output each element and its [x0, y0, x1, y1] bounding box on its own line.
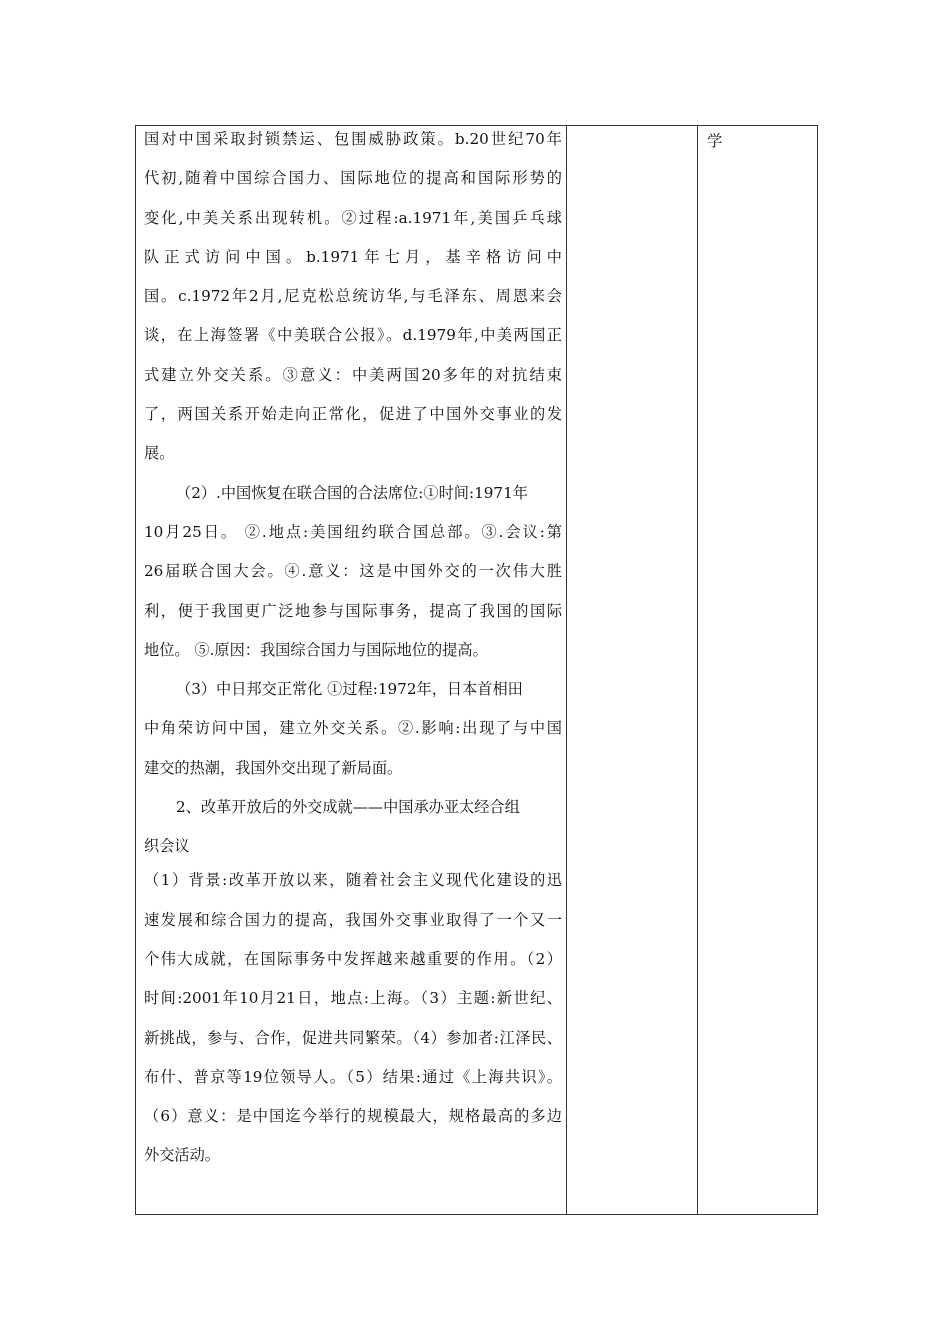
text-line: 中角荣访问中国，建立外交关系。②.影响:出现了与中国 [144, 719, 562, 738]
text-line: 2、改革开放后的外交成就——中国承办亚太经合组 [176, 798, 520, 817]
column-divider [566, 126, 567, 1214]
text-line: 外交活动。 [144, 1146, 220, 1165]
column-divider [697, 126, 698, 1214]
text-line: 新挑战，参与、合作，促进共同繁荣。（4）参加者:江泽民、 [144, 1028, 562, 1047]
text-line: （2）.中国恢复在联合国的合法席位:①时间:1971年 [176, 483, 528, 502]
text-line: 地位。 ⑤.原因：我国综合国力与国际地位的提高。 [144, 640, 488, 659]
text-line: （3）中日邦交正常化 ①过程:1972年，日本首相田 [176, 680, 523, 699]
main-text-cell [144, 126, 562, 1182]
text-line: 了，两国关系开始走向正常化，促进了中国外交事业的发 [144, 405, 562, 424]
text-line: 代初,随着中国综合国力、国际地位的提高和国际形势的 [144, 169, 562, 188]
text-line: 织会议 [144, 837, 190, 856]
text-line: 式建立外交关系。③意义：中美两国20多年的对抗结束 [144, 365, 562, 384]
text-line: 利，便于我国更广泛地参与国际事务，提高了我国的国际 [144, 601, 562, 620]
text-line: 建交的热潮，我国外交出现了新局面。 [144, 758, 403, 777]
text-line: 10月25日。 ②.地点:美国纽约联合国总部。③.会议:第 [144, 522, 562, 541]
side-text-cell: 学 [707, 132, 723, 150]
text-line: 国对中国采取封锁禁运、包围威胁政策。b.20世纪70年 [144, 130, 562, 148]
text-line: 谈，在上海签署《中美联合公报》。d.1979年,中美两国正 [144, 326, 562, 345]
text-line: （1）背景:改革开放以来，随着社会主义现代化建设的迅 [144, 871, 562, 890]
text-line: 展。 [144, 444, 175, 463]
text-line: 变化,中美关系出现转机。②过程:a.1971年,美国乒乓球 [144, 208, 562, 227]
text-line: 个伟大成就，在国际事务中发挥越来越重要的作用。（2） [144, 949, 562, 968]
text-line: 布什、普京等19位领导人。（5）结果:通过《上海共识》。 [144, 1067, 562, 1086]
text-line: 国。c.1972年2月,尼克松总统访华,与毛泽东、周恩来会 [144, 287, 562, 306]
document-table [135, 125, 818, 1215]
text-line: 26届联合国大会。④.意义：这是中国外交的一次伟大胜 [144, 562, 562, 581]
text-line: 队正式访问中国。b.1971年七月，基辛格访问中 [144, 247, 562, 266]
text-line: 时间:2001年10月21日，地点:上海。（3）主题:新世纪、 [144, 989, 562, 1008]
text-line: （6）意义：是中国迄今举行的规模最大，规格最高的多边 [144, 1107, 562, 1126]
text-line: 速发展和综合国力的提高，我国外交事业取得了一个又一 [144, 910, 562, 929]
